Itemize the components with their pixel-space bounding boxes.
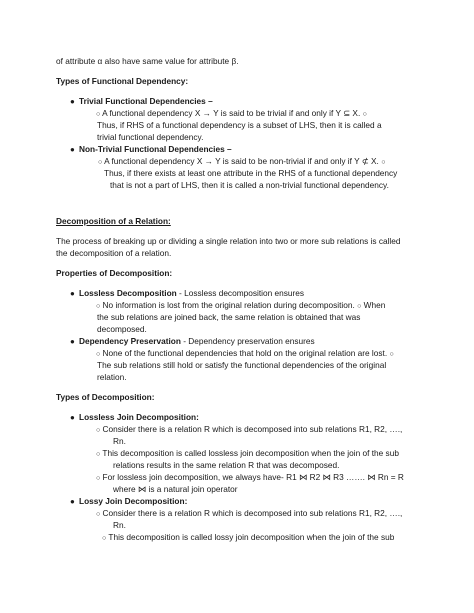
non-trivial-fd-line2: Thus, if there exists at least one attribute in the RHS of a functional dependency bbox=[104, 168, 398, 178]
lossless-line3: decomposed. bbox=[97, 324, 147, 334]
lossy-join-item bbox=[70, 496, 187, 507]
circle-bullet-icon: ○ bbox=[362, 111, 367, 118]
bullet-icon: ● bbox=[70, 145, 75, 154]
lossless-join-item bbox=[70, 412, 199, 423]
circle-bullet-icon: ○ bbox=[96, 111, 101, 118]
non-trivial-fd-item bbox=[70, 144, 232, 155]
lossless-line1: ○ No information is lost from the original relation during decomposition. ○ When bbox=[96, 300, 386, 310]
intro-line: of attribute α also have same value for attribute β. bbox=[56, 56, 239, 66]
non-trivial-fd-line1: ○ A functional dependency X → Y is said to be non-trivial if and only if Y ⊄ X. ○ bbox=[98, 156, 386, 166]
lossless-join-item2-line2: relations results in the same relation R that was decomposed. bbox=[113, 460, 340, 470]
lossy-join-item1-line1: ○ Consider there is a relation R which is decomposed into sub relations R1, R2, …., bbox=[96, 508, 403, 518]
lossless-join-item1-line2: Rn. bbox=[113, 436, 126, 446]
lossless-join-item3-line2: where ⋈ is a natural join operator bbox=[113, 484, 238, 494]
lossless-join-item1-line1: ○ Consider there is a relation R which is decomposed into sub relations R1, R2, …., bbox=[96, 424, 403, 434]
properties-heading: Properties of Decomposition: bbox=[56, 268, 173, 278]
lossless-decomposition-item: ● Lossless Decomposition - Lossless decomposition ensures bbox=[70, 288, 305, 298]
trivial-fd-line1: ○ A functional dependency X → Y is said to be trivial if and only if Y ⊆ X. ○ bbox=[96, 108, 367, 118]
decomposition-heading: Decomposition of a Relation: bbox=[56, 216, 171, 226]
circle-bullet-icon: ○ bbox=[389, 351, 394, 358]
dependency-line2: The sub relations still hold or satisfy the functional dependencies of the original bbox=[97, 360, 387, 370]
dependency-preservation-item: ● Dependency Preservation - Dependency preservation ensures bbox=[70, 336, 315, 346]
circle-bullet-icon: ○ bbox=[102, 535, 107, 542]
circle-bullet-icon: ○ bbox=[96, 511, 101, 518]
circle-bullet-icon: ○ bbox=[96, 451, 101, 458]
non-trivial-fd-title: Non-Trivial Functional Dependencies – bbox=[79, 144, 232, 154]
trivial-fd-line2: Thus, if RHS of a functional dependency is a subset of LHS, then it is called a bbox=[97, 120, 382, 130]
types-fd-heading: Types of Functional Dependency: bbox=[56, 76, 189, 86]
non-trivial-fd-line3: that is not a part of LHS, then it is called a non-trivial functional dependency. bbox=[110, 180, 389, 190]
circle-bullet-icon: ○ bbox=[96, 351, 101, 358]
trivial-fd-line3: trivial functional dependency. bbox=[97, 132, 204, 142]
dependency-line1: ○ None of the functional dependencies that hold on the original relation are lost. ○ bbox=[96, 348, 394, 358]
bullet-icon: ● bbox=[70, 97, 75, 106]
bullet-icon: ● bbox=[70, 413, 75, 422]
lossy-join-title: Lossy Join Decomposition: bbox=[79, 496, 188, 506]
lossless-decomposition-title: Lossless Decomposition bbox=[79, 288, 177, 298]
types-decomposition-heading: Types of Decomposition: bbox=[56, 392, 155, 402]
trivial-fd-item bbox=[70, 96, 213, 107]
lossless-join-item2-line1: ○ This decomposition is called lossless join decomposition when the join of the sub bbox=[96, 448, 399, 458]
bullet-icon: ● bbox=[70, 337, 75, 346]
bullet-icon: ● bbox=[70, 289, 75, 298]
dependency-line3: relation. bbox=[97, 372, 127, 382]
dependency-preservation-title: Dependency Preservation bbox=[79, 336, 181, 346]
decomposition-para-line1: The process of breaking up or dividing a single relation into two or more sub relations is called bbox=[56, 236, 401, 246]
lossless-join-item3-line1: ○ For lossless join decomposition, we always have- R1 ⋈ R2 ⋈ R3 ……. ⋈ Rn = R bbox=[96, 472, 404, 482]
circle-bullet-icon: ○ bbox=[98, 159, 103, 166]
circle-bullet-icon: ○ bbox=[96, 303, 101, 310]
circle-bullet-icon: ○ bbox=[96, 427, 101, 434]
bullet-icon: ● bbox=[70, 497, 75, 506]
circle-bullet-icon: ○ bbox=[96, 475, 101, 482]
lossless-join-title: Lossless Join Decomposition: bbox=[79, 412, 199, 422]
lossy-join-item1-line2: Rn. bbox=[113, 520, 126, 530]
circle-bullet-icon: ○ bbox=[357, 303, 362, 310]
lossy-join-item2-line1: ○ This decomposition is called lossy join decomposition when the join of the sub bbox=[102, 532, 395, 542]
circle-bullet-icon: ○ bbox=[381, 159, 386, 166]
lossless-line2: the sub relations are joined back, the same relation is obtained that was bbox=[97, 312, 361, 322]
trivial-fd-title: Trivial Functional Dependencies – bbox=[79, 96, 213, 106]
decomposition-para-line2: the decomposition of a relation. bbox=[56, 248, 172, 258]
